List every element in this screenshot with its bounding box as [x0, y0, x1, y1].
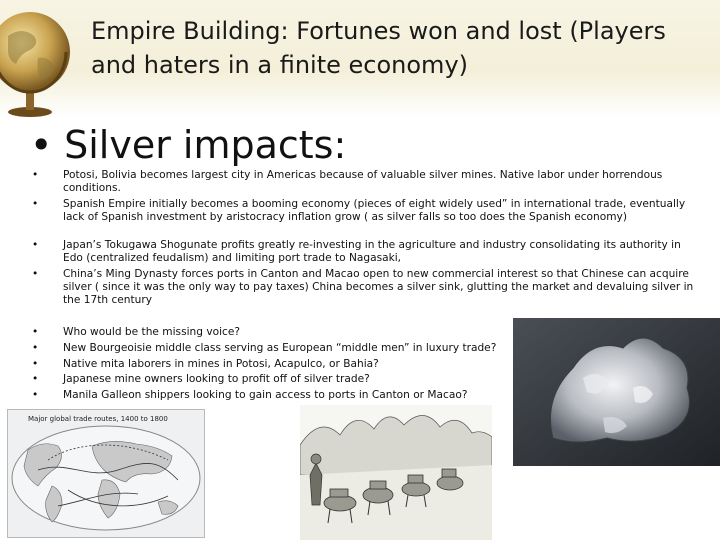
bullet-mark: •	[32, 326, 39, 338]
bullet-text: Native mita laborers in mines in Potosi, Acapulco, or Bahia?	[63, 358, 379, 370]
engraving-drawing	[300, 405, 492, 540]
bullet-mark: •	[32, 358, 39, 370]
bullet-text: Manila Galleon shippers looking to gain access to ports in Canton or Macao?	[63, 389, 468, 401]
map-caption: Major global trade routes, 1400 to 1800	[28, 415, 168, 423]
silver-ore-drawing	[513, 318, 720, 466]
bullet-mark: •	[32, 169, 39, 181]
heading-bullet: •	[30, 123, 53, 167]
trade-routes-map-image	[7, 409, 205, 538]
globe-icon	[0, 6, 72, 118]
bullet-mark: •	[32, 268, 39, 280]
bullet-mark: •	[32, 239, 39, 251]
slide-heading	[30, 122, 346, 168]
mining-engraving-image	[300, 405, 492, 540]
bullet-text: Japanese mine owners looking to profit off of silver trade?	[63, 373, 370, 385]
bullet-text: Potosi, Bolivia becomes largest city in Americas because of valuable silver mines. Native labor under horrendous conditions.	[63, 169, 663, 194]
bullet-mark: •	[32, 198, 39, 210]
bullet-mark: •	[32, 389, 39, 401]
heading-text: Silver impacts:	[64, 123, 347, 167]
bullet-mark: •	[32, 342, 39, 354]
bullet-text: Who would be the missing voice?	[63, 326, 241, 338]
bullet-mark: •	[32, 373, 39, 385]
bullet-text: Japan’s Tokugawa Shogunate profits greatly re-investing in the agriculture and industry consolidating its authority in Edo (centralized feudalism) and limiting port trade to Nagasaki,	[63, 239, 681, 264]
bullet-text: New Bourgeoisie middle class serving as European “middle men” in luxury trade?	[63, 342, 497, 354]
slide-title: Empire Building: Fortunes won and lost (Players and haters in a finite economy)	[91, 17, 666, 79]
bullet-text: Spanish Empire initially becomes a booming economy (pieces of eight widely used” in international trade, eventually lack of Spanish investment by aristocracy inflation grow ( as silver falls so too does the Spanish economy)	[63, 198, 686, 223]
silver-ore-photo	[513, 318, 720, 466]
bullet-text: China’s Ming Dynasty forces ports in Canton and Macao open to new commercial interest so that Chinese can acquire silver ( since it was the only way to pay taxes) China becomes a silver sink, glutting the market and devaluing silver in the 17th century	[63, 268, 694, 306]
world-map-drawing	[8, 410, 204, 537]
